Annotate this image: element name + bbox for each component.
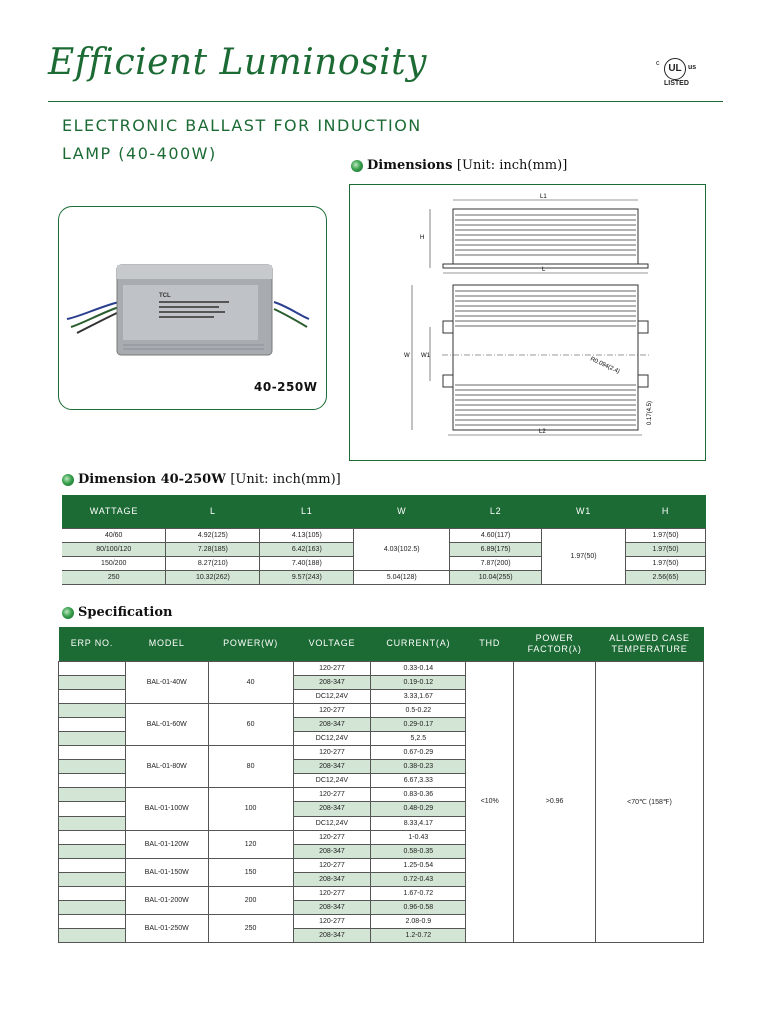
current-cell: 1-0.43 (371, 830, 466, 844)
voltage-cell: 208-347 (293, 802, 371, 816)
model-cell: BAL-01-100W (125, 788, 208, 830)
erp-cell (59, 746, 126, 760)
header-divider (48, 101, 723, 102)
model-cell: BAL-01-250W (125, 915, 208, 943)
header-power-factor: POWER FACTOR(λ) (514, 627, 596, 661)
power-cell: 250 (208, 915, 293, 943)
model-cell: BAL-01-150W (125, 858, 208, 886)
dimensions-heading: Dimensions [Unit: inch(mm)] (351, 158, 567, 173)
photo-wattage-label: 40-250W (254, 380, 318, 394)
voltage-cell: DC12,24V (293, 689, 371, 703)
erp-cell (59, 774, 126, 788)
current-cell: 0.5-0.22 (371, 703, 466, 717)
svg-text:H: H (420, 235, 425, 241)
header-thd: THD (466, 627, 514, 661)
current-cell: 5,2.5 (371, 731, 466, 745)
power-cell: 80 (208, 746, 293, 788)
voltage-cell: 208-347 (293, 901, 371, 915)
svg-text:L1: L1 (540, 194, 547, 200)
erp-cell (59, 703, 126, 717)
specification-heading: Specification (62, 605, 172, 620)
current-cell: 0.83-0.36 (371, 788, 466, 802)
current-cell: 1.2-0.72 (371, 929, 466, 943)
voltage-cell: 120-277 (293, 830, 371, 844)
model-cell: BAL-01-120W (125, 830, 208, 858)
dimension-table (62, 495, 706, 585)
current-cell: 3.33,1.67 (371, 689, 466, 703)
model-cell: BAL-01-80W (125, 746, 208, 788)
header-w1: W1 (542, 495, 626, 528)
brand-title: Efficient Luminosity (48, 42, 427, 83)
model-cell: BAL-01-60W (125, 703, 208, 745)
erp-cell (59, 872, 126, 886)
voltage-cell: DC12,24V (293, 774, 371, 788)
power-cell: 60 (208, 703, 293, 745)
svg-text:R0.094(2.4): R0.094(2.4) (589, 356, 621, 376)
header-w: W (354, 495, 450, 528)
header-temperature: ALLOWED CASE TEMPERATURE (596, 627, 704, 661)
header-l2: L2 (450, 495, 542, 528)
voltage-cell: 120-277 (293, 703, 371, 717)
power-cell: 100 (208, 788, 293, 830)
header-voltage: VOLTAGE (293, 627, 371, 661)
bullet-icon (351, 160, 363, 172)
dimension-table-heading: Dimension 40-250W [Unit: inch(mm)] (62, 472, 341, 487)
table-header-row (59, 627, 704, 661)
table-row: 40/60 4.92(125) 4.13(105) 4.03(102.5) 4.60(117) 1.97(50) 1.97(50) (62, 528, 706, 542)
current-cell: 0.48-0.29 (371, 802, 466, 816)
erp-cell (59, 802, 126, 816)
header-h: H (626, 495, 706, 528)
bullet-icon (62, 474, 74, 486)
erp-cell (59, 929, 126, 943)
svg-text:0.17(4.5): 0.17(4.5) (647, 400, 653, 425)
voltage-cell: 208-347 (293, 675, 371, 689)
current-cell: 6.67,3.33 (371, 774, 466, 788)
product-title: ELECTRONIC BALLAST FOR INDUCTION LAMP (40-400W) (62, 116, 422, 163)
erp-cell (59, 887, 126, 901)
voltage-cell: 208-347 (293, 929, 371, 943)
voltage-cell: 120-277 (293, 887, 371, 901)
model-cell: BAL-01-40W (125, 661, 208, 703)
bullet-icon (62, 607, 74, 619)
table-row: 150/200 8.27(210) 7.40(188) 7.87(200) 1.97(50) (62, 556, 706, 570)
power-cell: 200 (208, 887, 293, 915)
voltage-cell: 120-277 (293, 858, 371, 872)
erp-cell (59, 760, 126, 774)
erp-cell (59, 731, 126, 745)
svg-text:L: L (542, 267, 546, 273)
current-cell: 0.29-0.17 (371, 717, 466, 731)
power-cell: 150 (208, 858, 293, 886)
voltage-cell: 208-347 (293, 717, 371, 731)
thd-cell: <10% (466, 661, 514, 943)
svg-text:W: W (404, 353, 410, 359)
voltage-cell: 208-347 (293, 844, 371, 858)
header-erp-no: ERP NO. (59, 627, 126, 661)
voltage-cell: 208-347 (293, 872, 371, 886)
dimension-drawing-frame (349, 184, 706, 461)
voltage-cell: DC12,24V (293, 816, 371, 830)
header-model: MODEL (125, 627, 208, 661)
voltage-cell: 208-347 (293, 760, 371, 774)
voltage-cell: 120-277 (293, 788, 371, 802)
current-cell: 0.67-0.29 (371, 746, 466, 760)
erp-cell (59, 844, 126, 858)
voltage-cell: 120-277 (293, 661, 371, 675)
table-row: 80/100/120 7.28(185) 6.42(163) 6.89(175) 1.97(50) (62, 542, 706, 556)
voltage-cell: 120-277 (293, 746, 371, 760)
current-cell: 8.33,4.17 (371, 816, 466, 830)
erp-cell (59, 788, 126, 802)
ul-listed-logo: c UL us LISTED (656, 60, 697, 87)
model-cell: BAL-01-200W (125, 887, 208, 915)
header-l1: L1 (260, 495, 354, 528)
power-factor-cell: >0.96 (514, 661, 596, 943)
current-cell: 0.72-0.43 (371, 872, 466, 886)
header-power: POWER(W) (208, 627, 293, 661)
erp-cell (59, 901, 126, 915)
erp-cell (59, 858, 126, 872)
dimension-drawing (350, 185, 707, 462)
erp-cell (59, 689, 126, 703)
erp-cell (59, 915, 126, 929)
voltage-cell: DC12,24V (293, 731, 371, 745)
header-current: CURRENT(A) (371, 627, 466, 661)
current-cell: 2.08-0.9 (371, 915, 466, 929)
table-row (59, 661, 704, 675)
current-cell: 0.96-0.58 (371, 901, 466, 915)
table-header-row (62, 495, 706, 528)
temperature-cell: <70℃ (158℉) (596, 661, 704, 943)
current-cell: 0.58-0.35 (371, 844, 466, 858)
power-cell: 120 (208, 830, 293, 858)
table-row: 250 10.32(262) 9.57(243) 5.04(128) 10.04(255) 2.56(65) (62, 570, 706, 584)
erp-cell (59, 717, 126, 731)
svg-text:L2: L2 (539, 429, 546, 435)
current-cell: 1.25-0.54 (371, 858, 466, 872)
current-cell: 1.67-0.72 (371, 887, 466, 901)
voltage-cell: 120-277 (293, 915, 371, 929)
current-cell: 0.19-0.12 (371, 675, 466, 689)
svg-text:TCL: TCL (159, 293, 171, 299)
power-cell: 40 (208, 661, 293, 703)
header-wattage: WATTAGE (62, 495, 166, 528)
erp-cell (59, 675, 126, 689)
current-cell: 0.38-0.23 (371, 760, 466, 774)
current-cell: 0.33-0.14 (371, 661, 466, 675)
svg-text:W1: W1 (421, 353, 430, 359)
header-l: L (166, 495, 260, 528)
erp-cell (59, 816, 126, 830)
erp-cell (59, 661, 126, 675)
specification-table (58, 627, 704, 943)
erp-cell (59, 830, 126, 844)
